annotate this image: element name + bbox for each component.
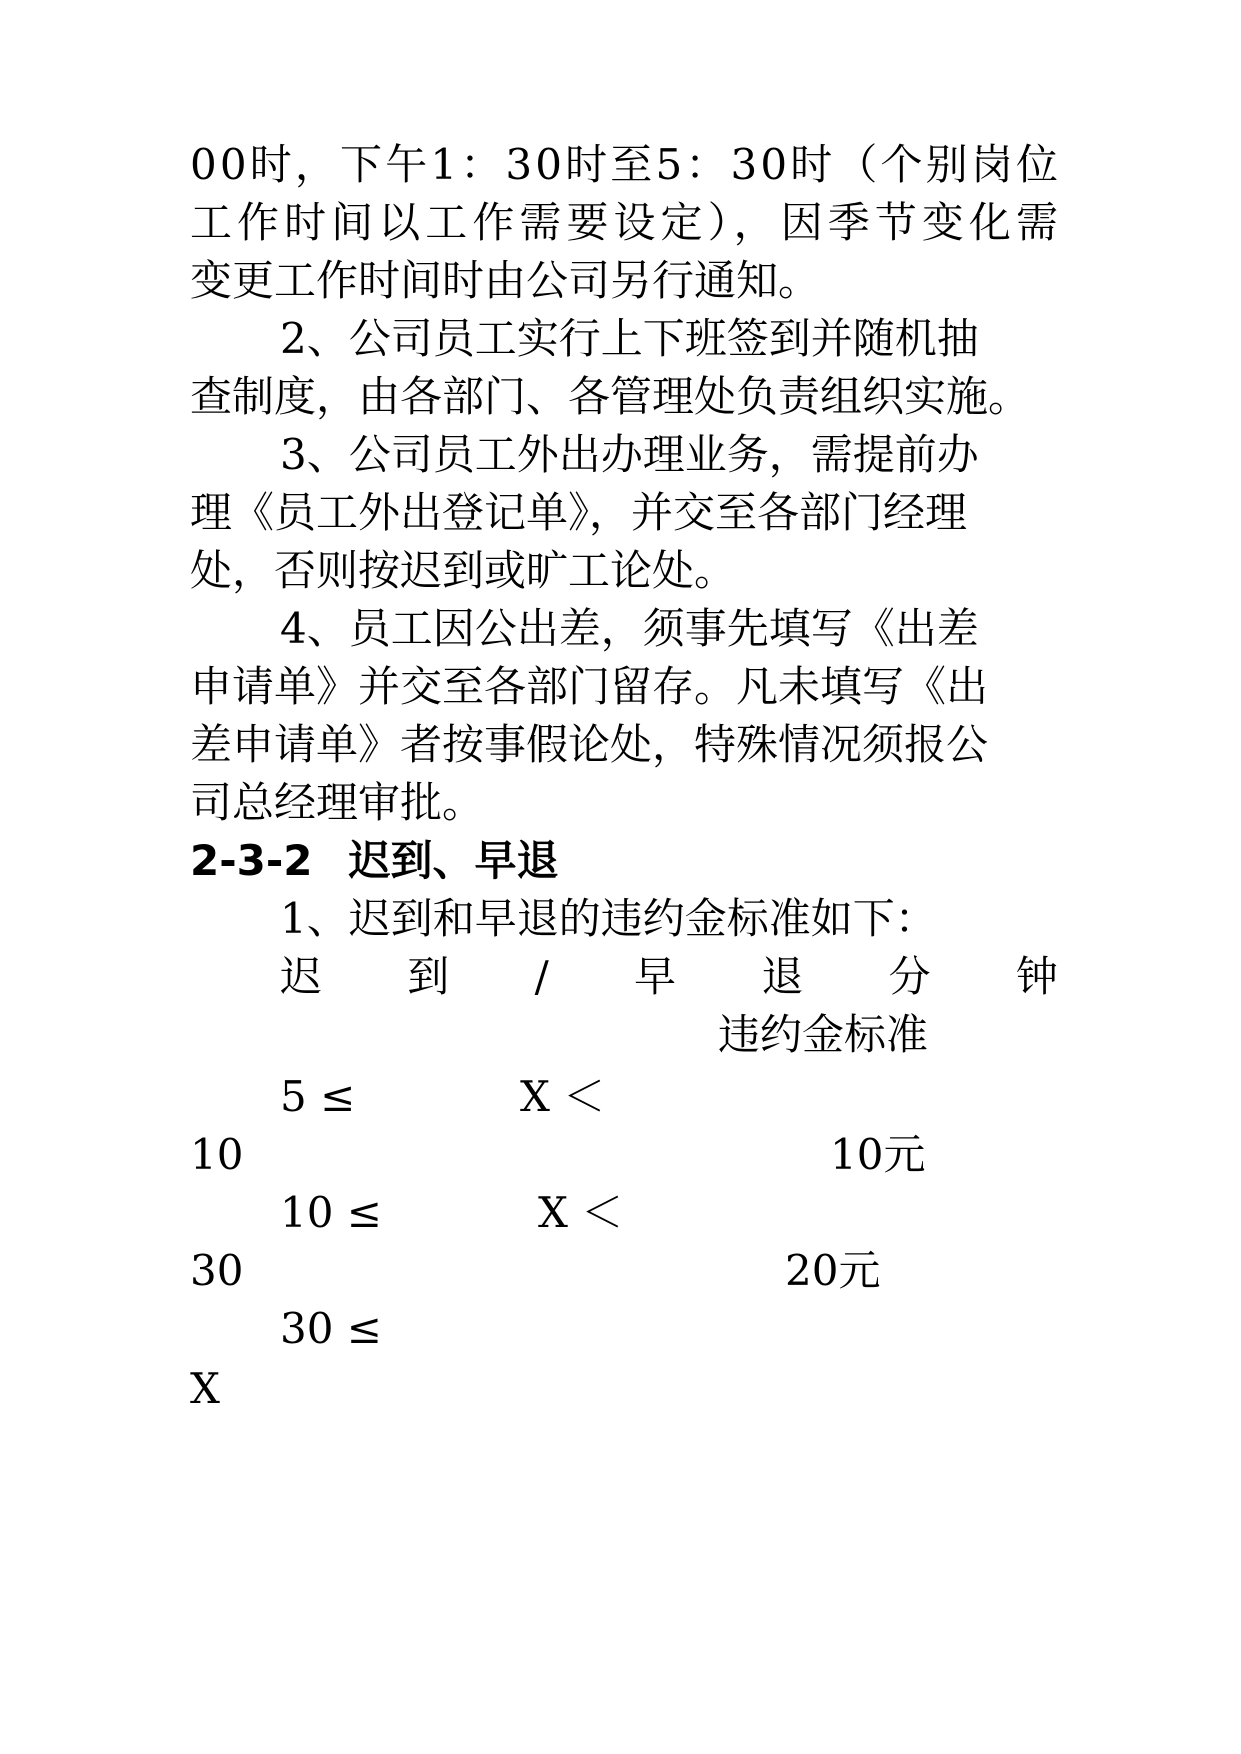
table-header-char: / (534, 952, 549, 1001)
section-heading (190, 829, 1058, 893)
section-title: 迟到、早退 (348, 836, 559, 885)
table-header-char: 钟 (1015, 952, 1058, 1001)
text-line (190, 539, 1058, 603)
text-line (280, 887, 1058, 951)
table-cell-x: X ＜ (538, 1188, 624, 1237)
text-line-content: 申请单》并交至各部门留存。凡未填写《出 (190, 662, 989, 711)
table-cell-x: X ＜ (520, 1072, 606, 1121)
table-header-char: 到 (407, 952, 450, 1001)
text-line-content: 变更工作时间时由公司另行通知。 (190, 256, 821, 305)
table-cell-to: 10 (190, 1130, 244, 1179)
text-line (190, 191, 1064, 255)
text-line-content: 00时，下午1：30时至5：30时（个别岗位 (190, 140, 1062, 189)
text-line (190, 771, 1058, 835)
table-header-char: 退 (761, 952, 804, 1001)
table-header-fee: 违约金标准 (718, 1010, 929, 1059)
text-line (280, 307, 1058, 371)
text-line-content: 工作时间以工作需要设定），因季节变化需 (190, 198, 1064, 247)
text-line-content: 查制度，由各部门、各管理处负责组织实施。 (190, 372, 1031, 421)
table-header-char: 分 (888, 952, 931, 1001)
text-line (190, 133, 1062, 197)
text-line (280, 423, 1058, 487)
text-line (280, 597, 1058, 661)
text-line-content: 司总经理审批。 (190, 778, 485, 827)
text-line (190, 655, 1058, 719)
section-number: 2-3-2 (190, 836, 313, 885)
text-line-content: 理《员工外出登记单》，并交至各部门经理 (190, 488, 968, 537)
table-cell-from: 30 ≤ (280, 1304, 382, 1353)
text-line-content: 3、公司员工外出办理业务，需提前办 (280, 430, 979, 479)
table-header-char: 早 (634, 952, 677, 1001)
text-line-content: 处，否则按迟到或旷工论处。 (190, 546, 737, 595)
text-line (190, 365, 1058, 429)
table-cell-from: 10 ≤ (280, 1188, 382, 1237)
text-line (190, 249, 1058, 313)
text-line (190, 713, 1058, 777)
text-line-content: 1、迟到和早退的违约金标准如下： (280, 894, 937, 943)
text-line-content: 差申请单》者按事假论处，特殊情况须报公 (190, 720, 989, 769)
table-cell-to: X (190, 1364, 220, 1413)
table-header-row (280, 945, 1058, 1009)
table-cell-to: 30 (190, 1246, 244, 1295)
table-header-char: 迟 (280, 952, 323, 1001)
table-cell-fee: 10元 (830, 1130, 926, 1179)
text-line (190, 481, 1058, 545)
table-cell-fee: 20元 (785, 1246, 881, 1295)
text-line-content: 2、公司员工实行上下班签到并随机抽 (280, 314, 979, 363)
text-line-content: 4、员工因公出差，须事先填写《出差 (280, 604, 979, 653)
table-cell-from: 5 ≤ (280, 1072, 356, 1121)
